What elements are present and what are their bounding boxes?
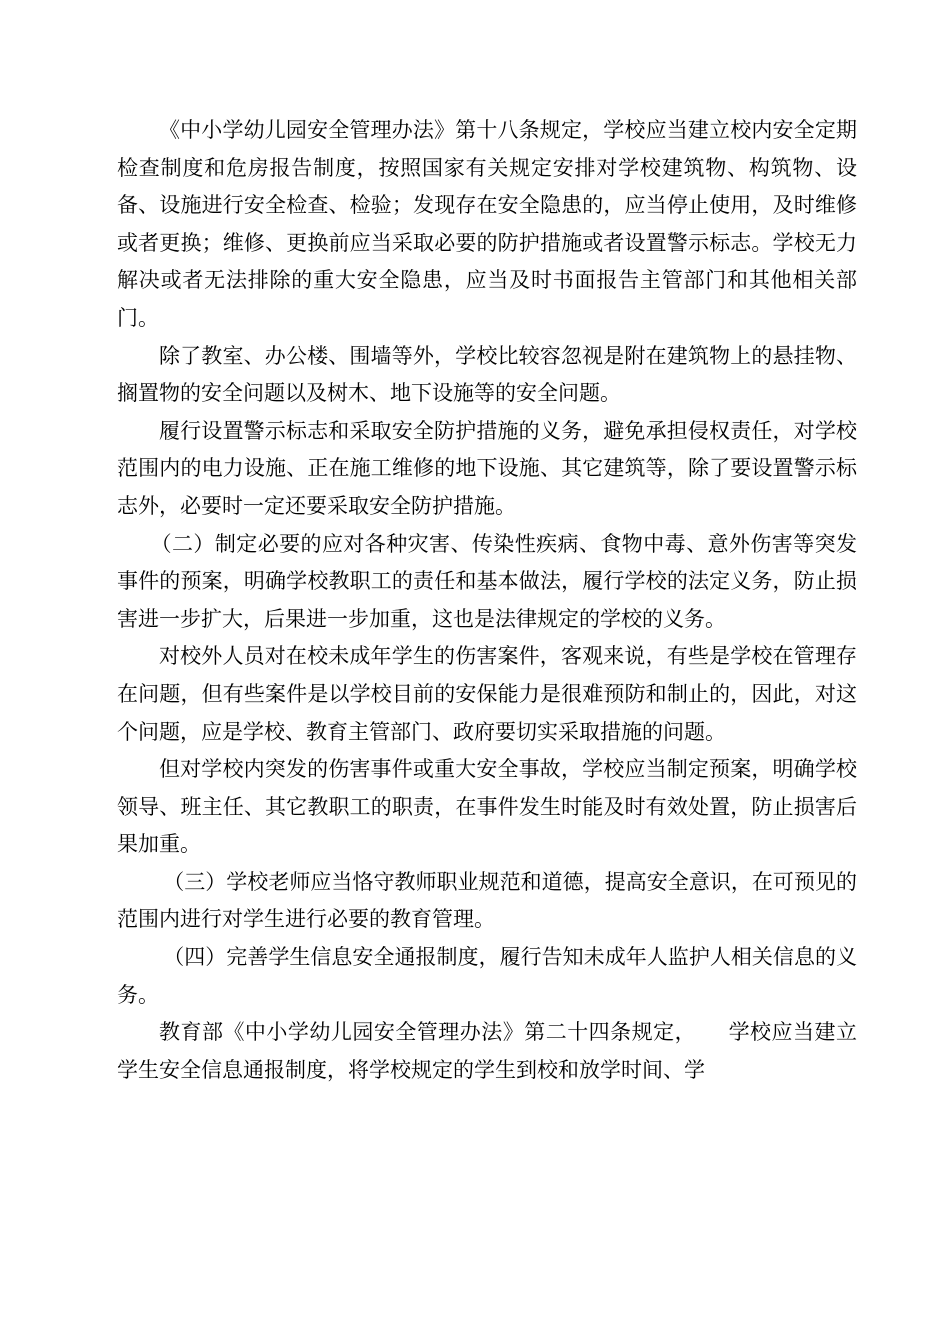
document-page (117, 112, 857, 1089)
paragraph-7: （三）学校老师应当恪守教师职业规范和道德，提高安全意识，在可预见的范围内进行对学生进行必要的教育管理。 (117, 869, 857, 932)
paragraph-5: 对校外人员对在校未成年学生的伤害案件，客观来说，有些是学校在管理存在问题，但有些案件是以学校目前的安保能力是很难预防和制止的，因此，对这个问题，应是学校、教育主管部门、政府要切实采取措施的问题。 (117, 644, 857, 744)
paragraph-1: 《中小学幼儿园安全管理办法》第十八条规定，学校应当建立校内安全定期检查制度和危房报告制度，按照国家有关规定安排对学校建筑物、构筑物、设备、设施进行安全检查、检验；发现存在安全隐患的，应当停止使用，及时维修或者更换；维修、更换前应当采取必要的防护措施或者设置警示标志。学校无力解决或者无法排除的重大安全隐患，应当及时书面报告主管部门和其他相关部门。 (117, 118, 857, 330)
paragraph-2: 除了教室、办公楼、围墙等外，学校比较容忽视是附在建筑物上的悬挂物、搁置物的安全问题以及树木、地下设施等的安全问题。 (117, 343, 857, 406)
paragraph-6: 但对学校内突发的伤害事件或重大安全事故，学校应当制定预案，明确学校领导、班主任、其它教职工的职责，在事件发生时能及时有效处置，防止损害后果加重。 (117, 757, 857, 857)
paragraph-3: 履行设置警示标志和采取安全防护措施的义务，避免承担侵权责任，对学校范围内的电力设施、正在施工维修的地下设施、其它建筑等，除了要设置警示标志外，必要时一定还要采取安全防护措施。 (117, 418, 857, 518)
paragraph-8: （四）完善学生信息安全通报制度，履行告知未成年人监护人相关信息的义务。 (117, 945, 857, 1007)
paragraph-4: （二）制定必要的应对各种灾害、传染性疾病、食物中毒、意外伤害等突发事件的预案，明确学校教职工的责任和基本做法，履行学校的法定义务，防止损害进一步扩大，后果进一步加重，这也是法律规定的学校的义务。 (117, 531, 857, 631)
paragraph-9: 教育部《中小学幼儿园安全管理办法》第二十四条规定， 学校应当建立学生安全信息通报制度，将学校规定的学生到校和放学时间、学 (117, 1020, 857, 1082)
